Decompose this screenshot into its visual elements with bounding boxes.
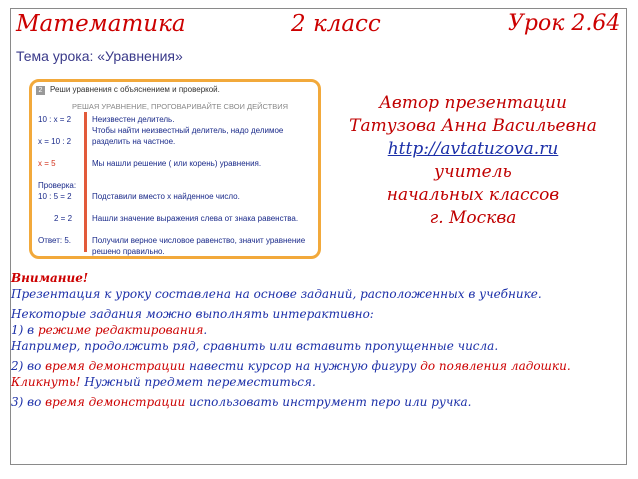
author-label: Автор презентации xyxy=(379,93,567,113)
notes-block xyxy=(11,270,616,414)
answer: Ответ: 5. xyxy=(38,236,72,245)
grade-title: 2 класс xyxy=(291,11,381,37)
textbook-excerpt xyxy=(29,79,321,259)
lesson-number: Урок 2.64 xyxy=(508,11,621,36)
note-2a: Некоторые задания можно выполнять интерактивно: xyxy=(11,307,374,321)
note-3: 2) во время демонстрации навести курсор на нужную фигуру до появления ладошки. Кликнуть! Нужный предмет переместиться. xyxy=(11,359,571,389)
lesson-topic: Тема урока: «Уравнения» xyxy=(16,48,183,64)
author-block xyxy=(320,92,626,230)
step-2: x = 10 : 2 xyxy=(38,137,72,146)
step-1: 10 : x = 2 xyxy=(38,115,72,124)
subject-title: Математика xyxy=(16,11,186,37)
author-name: Татузова Анна Васильевна xyxy=(349,116,597,136)
author-city: г. Москва xyxy=(429,208,517,228)
task-text: Реши уравнения с объяснением и проверкой. xyxy=(50,85,220,94)
explain-4: Подставили вместо x найденное число. xyxy=(92,192,240,201)
excerpt-header: РЕШАЯ УРАВНЕНИЕ, ПРОГОВАРИВАЙТЕ СВОИ ДЕЙСТВИЯ xyxy=(72,102,289,111)
author-role: учитель xyxy=(434,162,512,182)
author-link[interactable]: http://avtatuzova.ru xyxy=(387,139,559,159)
note-2c: Например, продолжить ряд, сравнить или вставить пропущенные числа. xyxy=(11,339,499,353)
author-role-2: начальных классов xyxy=(386,185,560,205)
explain-5: Нашли значение выражения слева от знака равенства. xyxy=(92,214,299,223)
task-number: 2 xyxy=(36,86,45,95)
note-2b: 1) в режиме редактирования. xyxy=(11,323,208,337)
explain-2: Чтобы найти неизвестный делитель, надо делимое разделить на частное. xyxy=(92,126,284,146)
explain-3: Мы нашли решение ( или корень) уравнения. xyxy=(92,159,262,168)
explain-1: Неизвестен делитель. xyxy=(92,115,175,124)
attention-label: Внимание! xyxy=(11,271,89,285)
note-1: Презентация к уроку составлена на основе заданий, расположенных в учебнике. xyxy=(11,287,542,301)
step-5: 2 = 2 xyxy=(54,214,73,223)
check-label: Проверка: xyxy=(38,181,77,190)
explanations xyxy=(92,114,314,257)
step-3: x = 5 xyxy=(38,159,56,168)
explain-6: Получили верное числовое равенство, значит уравнение решено правильно. xyxy=(92,236,306,256)
note-4: 3) во время демонстрации использовать инструмент перо или ручка. xyxy=(11,395,472,409)
divider-bar xyxy=(84,112,87,252)
equation-steps xyxy=(38,114,76,246)
step-4: 10 : 5 = 2 xyxy=(38,192,72,201)
